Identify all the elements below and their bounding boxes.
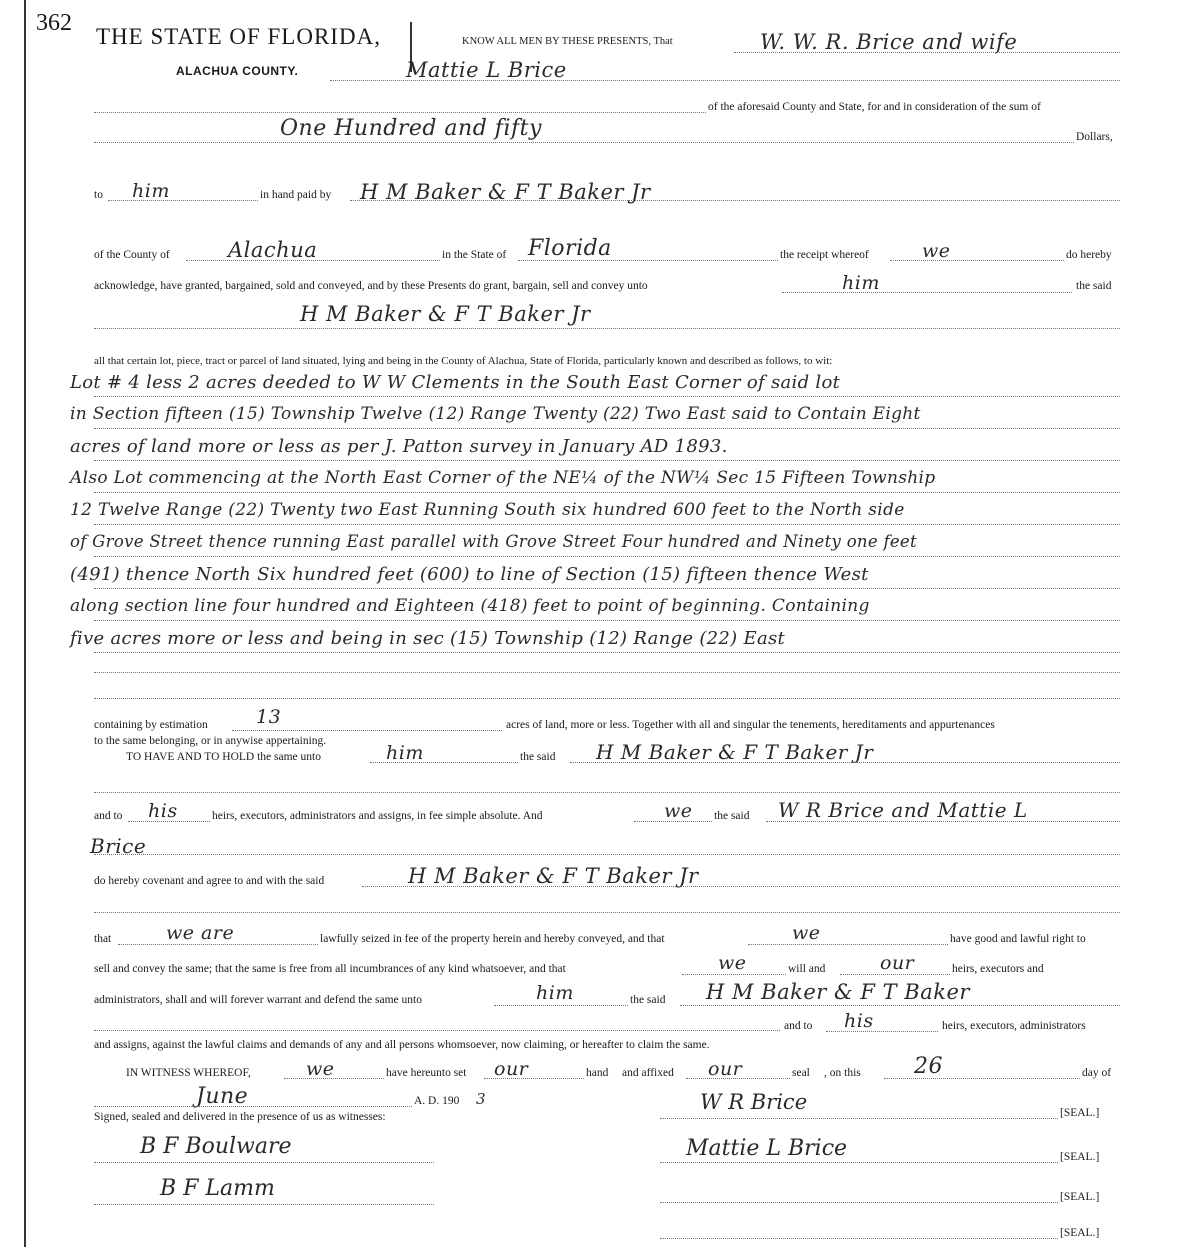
witness-1: B F Boulware <box>140 1134 292 1159</box>
rule <box>884 1078 1080 1079</box>
habendum-unto: him <box>386 742 424 764</box>
rule <box>128 821 210 822</box>
rule <box>518 260 778 261</box>
lawfully-text: lawfully seized in fee of the property herein and hereby conveyed, and that <box>320 933 665 945</box>
witness-2: B F Lamm <box>160 1176 275 1201</box>
acres-value: 13 <box>256 706 282 728</box>
signer-2: Mattie L Brice <box>686 1136 848 1161</box>
rule <box>284 1078 384 1079</box>
in-hand-paid-label: in hand paid by <box>260 189 332 201</box>
rule <box>484 1078 584 1079</box>
rule <box>94 556 1120 557</box>
rule <box>890 260 1064 261</box>
rule <box>782 292 1072 293</box>
rule <box>94 854 1120 855</box>
acknowledge-text: acknowledge, have granted, bargained, sold and conveyed, and by these Presents do grant, bargain, sell and convey unto <box>94 280 648 292</box>
rule <box>682 974 786 975</box>
day-value: 26 <box>914 1054 943 1079</box>
seized-we: we <box>792 922 821 944</box>
assigns-text: and assigns, against the lawful claims and demands of any and all persons whomsoever, now claiming, or hereafter to claim the same. <box>94 1039 710 1051</box>
and-to-text: heirs, executors, administrators <box>942 1020 1086 1032</box>
page-number: 362 <box>36 10 72 36</box>
signed-sealed-text: Signed, sealed and delivered in the presence of us as witnesses: <box>94 1111 386 1123</box>
in-state-label: in the State of <box>442 249 507 261</box>
sell-text: sell and convey the same; that the same is free from all incumbrances of any kind whatsoever, and that <box>94 963 566 975</box>
on-this-label: , on this <box>824 1067 861 1079</box>
to-have-text: TO HAVE AND TO HOLD the same unto <box>126 751 321 763</box>
have-good-text: have good and lawful right to <box>950 933 1086 945</box>
rule <box>94 1030 780 1031</box>
rule <box>94 492 1120 493</box>
rule <box>94 1204 434 1205</box>
aforesaid-text: of the aforesaid County and State, for and in consideration of the sum of <box>708 101 1041 113</box>
rule <box>660 1118 1058 1119</box>
sell-our: our <box>880 952 915 974</box>
rule <box>748 944 948 945</box>
warrant-unto: him <box>536 982 574 1004</box>
rule <box>362 886 1120 887</box>
heirs-his: his <box>148 800 178 822</box>
signer-1: W R Brice <box>700 1090 808 1114</box>
month-value: June <box>196 1084 249 1109</box>
containing-label: containing by estimation <box>94 719 208 731</box>
rule <box>686 1078 790 1079</box>
seal-label: seal <box>792 1067 810 1079</box>
year-digit: 3 <box>476 1090 487 1108</box>
rule <box>660 1202 1058 1203</box>
hand-label: hand <box>586 1067 609 1079</box>
habendum-grantee: H M Baker & F T Baker Jr <box>596 740 874 764</box>
seal-4: [SEAL.] <box>1060 1227 1100 1239</box>
page-edge <box>24 0 26 1247</box>
acknowledge-unto: him <box>842 272 880 294</box>
state-value: Florida <box>528 236 612 261</box>
rule <box>94 524 1120 525</box>
covenant-grantee: H M Baker & F T Baker Jr <box>408 864 699 888</box>
that-label: that <box>94 933 112 945</box>
rule <box>118 944 318 945</box>
warrant-grantee: H M Baker & F T Baker <box>706 980 970 1004</box>
rule <box>94 672 1120 673</box>
heirs-text: heirs, executors, administrators and assigns, in fee simple absolute. And <box>212 810 543 822</box>
description-line-1: Lot # 4 less 2 acres deeded to W W Clements in the South East Corner of said lot <box>70 372 841 393</box>
description-line-3: acres of land more or less as per J. Patton survey in January AD 1893. <box>70 436 728 457</box>
grantor-name: W. W. R. Brice and wife <box>760 30 1018 54</box>
seal-3: [SEAL.] <box>1060 1191 1100 1203</box>
heirs-grantor-cont: Brice <box>90 834 147 858</box>
rule <box>494 1005 628 1006</box>
will-and-label: will and <box>788 963 826 975</box>
rule <box>94 460 1120 461</box>
rule <box>94 652 1120 653</box>
rule <box>680 1005 1120 1006</box>
belonging-text: to the same belonging, or in anywise appertaining. <box>94 735 327 747</box>
county-title: ALACHUA COUNTY. <box>176 64 299 78</box>
rule <box>570 762 1120 763</box>
state-title: THE STATE OF FLORIDA, <box>96 24 381 49</box>
do-hereby-label: do hereby <box>1066 249 1112 261</box>
description-intro: all that certain lot, piece, tract or parcel of land situated, lying and being in the County of Alachua, State of Florida, particularly known and described as follows, to wit: <box>94 355 833 367</box>
heirs-exec-text: heirs, executors and <box>952 963 1044 975</box>
rule <box>826 1031 938 1032</box>
rule <box>330 80 1120 81</box>
description-line-4: Also Lot commencing at the North East Corner of the NE¼ of the NW¼ Sec 15 Fifteen Township <box>70 468 936 488</box>
in-witness-label: IN WITNESS WHEREOF, <box>126 1067 251 1079</box>
rule <box>660 1162 1058 1163</box>
description-line-2: in Section fifteen (15) Township Twelve (12) Range Twenty (22) Two East said to Contain Eight <box>70 404 921 424</box>
sell-we: we <box>718 952 747 974</box>
heirs-the-said: the said <box>714 810 750 822</box>
rule <box>108 200 258 201</box>
covenant-text: do hereby covenant and agree to and with the said <box>94 875 325 887</box>
witness-our: our <box>494 1058 529 1080</box>
receipt-label: the receipt whereof <box>780 249 869 261</box>
and-to-label: and to <box>94 810 123 822</box>
rule <box>186 260 440 261</box>
to-label: to <box>94 189 103 201</box>
description-line-9: five acres more or less and being in sec (15) Township (12) Range (22) East <box>70 628 786 649</box>
description-line-5: 12 Twelve Range (22) Twenty two East Running South six hundred 600 feet to the North side <box>70 500 905 520</box>
description-line-7: (491) thence North Six hundred feet (600) to line of Section (15) fifteen thence West <box>70 564 869 585</box>
rule <box>766 821 1120 822</box>
warrant-text: administrators, shall and will forever warrant and defend the same unto <box>94 994 422 1006</box>
rule <box>94 698 1120 699</box>
and-to-label-2: and to <box>784 1020 813 1032</box>
know-all-men: KNOW ALL MEN BY THESE PRESENTS, That <box>462 36 673 47</box>
rule <box>660 1238 1058 1239</box>
rule <box>232 730 502 731</box>
seal-2: [SEAL.] <box>1060 1151 1100 1163</box>
acknowledge-grantee: H M Baker & F T Baker Jr <box>300 302 591 326</box>
county-value: Alachua <box>228 238 318 262</box>
grantor-name-2: Mattie L Brice <box>406 58 567 82</box>
rule <box>734 52 1120 53</box>
dollars-label: Dollars, <box>1076 131 1113 143</box>
witness-we: we <box>306 1058 335 1080</box>
rule <box>634 821 712 822</box>
heirs-we: we <box>664 800 693 822</box>
habendum-the-said: the said <box>520 751 556 763</box>
day-of-label: day of <box>1082 1067 1112 1079</box>
the-said-label: the said <box>1076 280 1112 292</box>
have-hereunto-label: have hereunto set <box>386 1067 467 1079</box>
rule <box>94 396 1120 397</box>
we-are-value: we are <box>166 922 235 944</box>
seal-1: [SEAL.] <box>1060 1107 1100 1119</box>
rule <box>94 1106 412 1107</box>
rule <box>94 588 1120 589</box>
and-to-his: his <box>844 1010 874 1032</box>
to-value: him <box>132 180 170 202</box>
ad-label: A. D. 190 <box>414 1095 460 1107</box>
rule <box>94 112 706 113</box>
rule <box>94 428 1120 429</box>
rule <box>94 912 1120 913</box>
rule <box>94 792 1120 793</box>
receipt-value: we <box>922 240 951 262</box>
rule <box>370 762 518 763</box>
acres-text: acres of land, more or less. Together with all and singular the tenements, hereditaments and appurtenances <box>506 719 995 731</box>
rule <box>94 142 1074 143</box>
rule <box>350 200 1120 201</box>
affixed-label: and affixed <box>622 1067 674 1079</box>
of-county-label: of the County of <box>94 249 170 261</box>
heirs-grantor: W R Brice and Mattie L <box>778 798 1028 822</box>
witness-our-2: our <box>708 1058 743 1080</box>
warrant-the-said: the said <box>630 994 666 1006</box>
rule <box>840 974 950 975</box>
rule <box>94 328 1120 329</box>
consideration-amount: One Hundred and fifty <box>280 116 542 141</box>
description-line-8: along section line four hundred and Eighteen (418) feet to point of beginning. Containing <box>70 596 870 616</box>
rule <box>94 620 1120 621</box>
rule <box>94 1162 434 1163</box>
description-line-6: of Grove Street thence running East parallel with Grove Street Four hundred and Ninety one feet <box>70 532 917 551</box>
grantee-payer: H M Baker & F T Baker Jr <box>360 180 651 204</box>
